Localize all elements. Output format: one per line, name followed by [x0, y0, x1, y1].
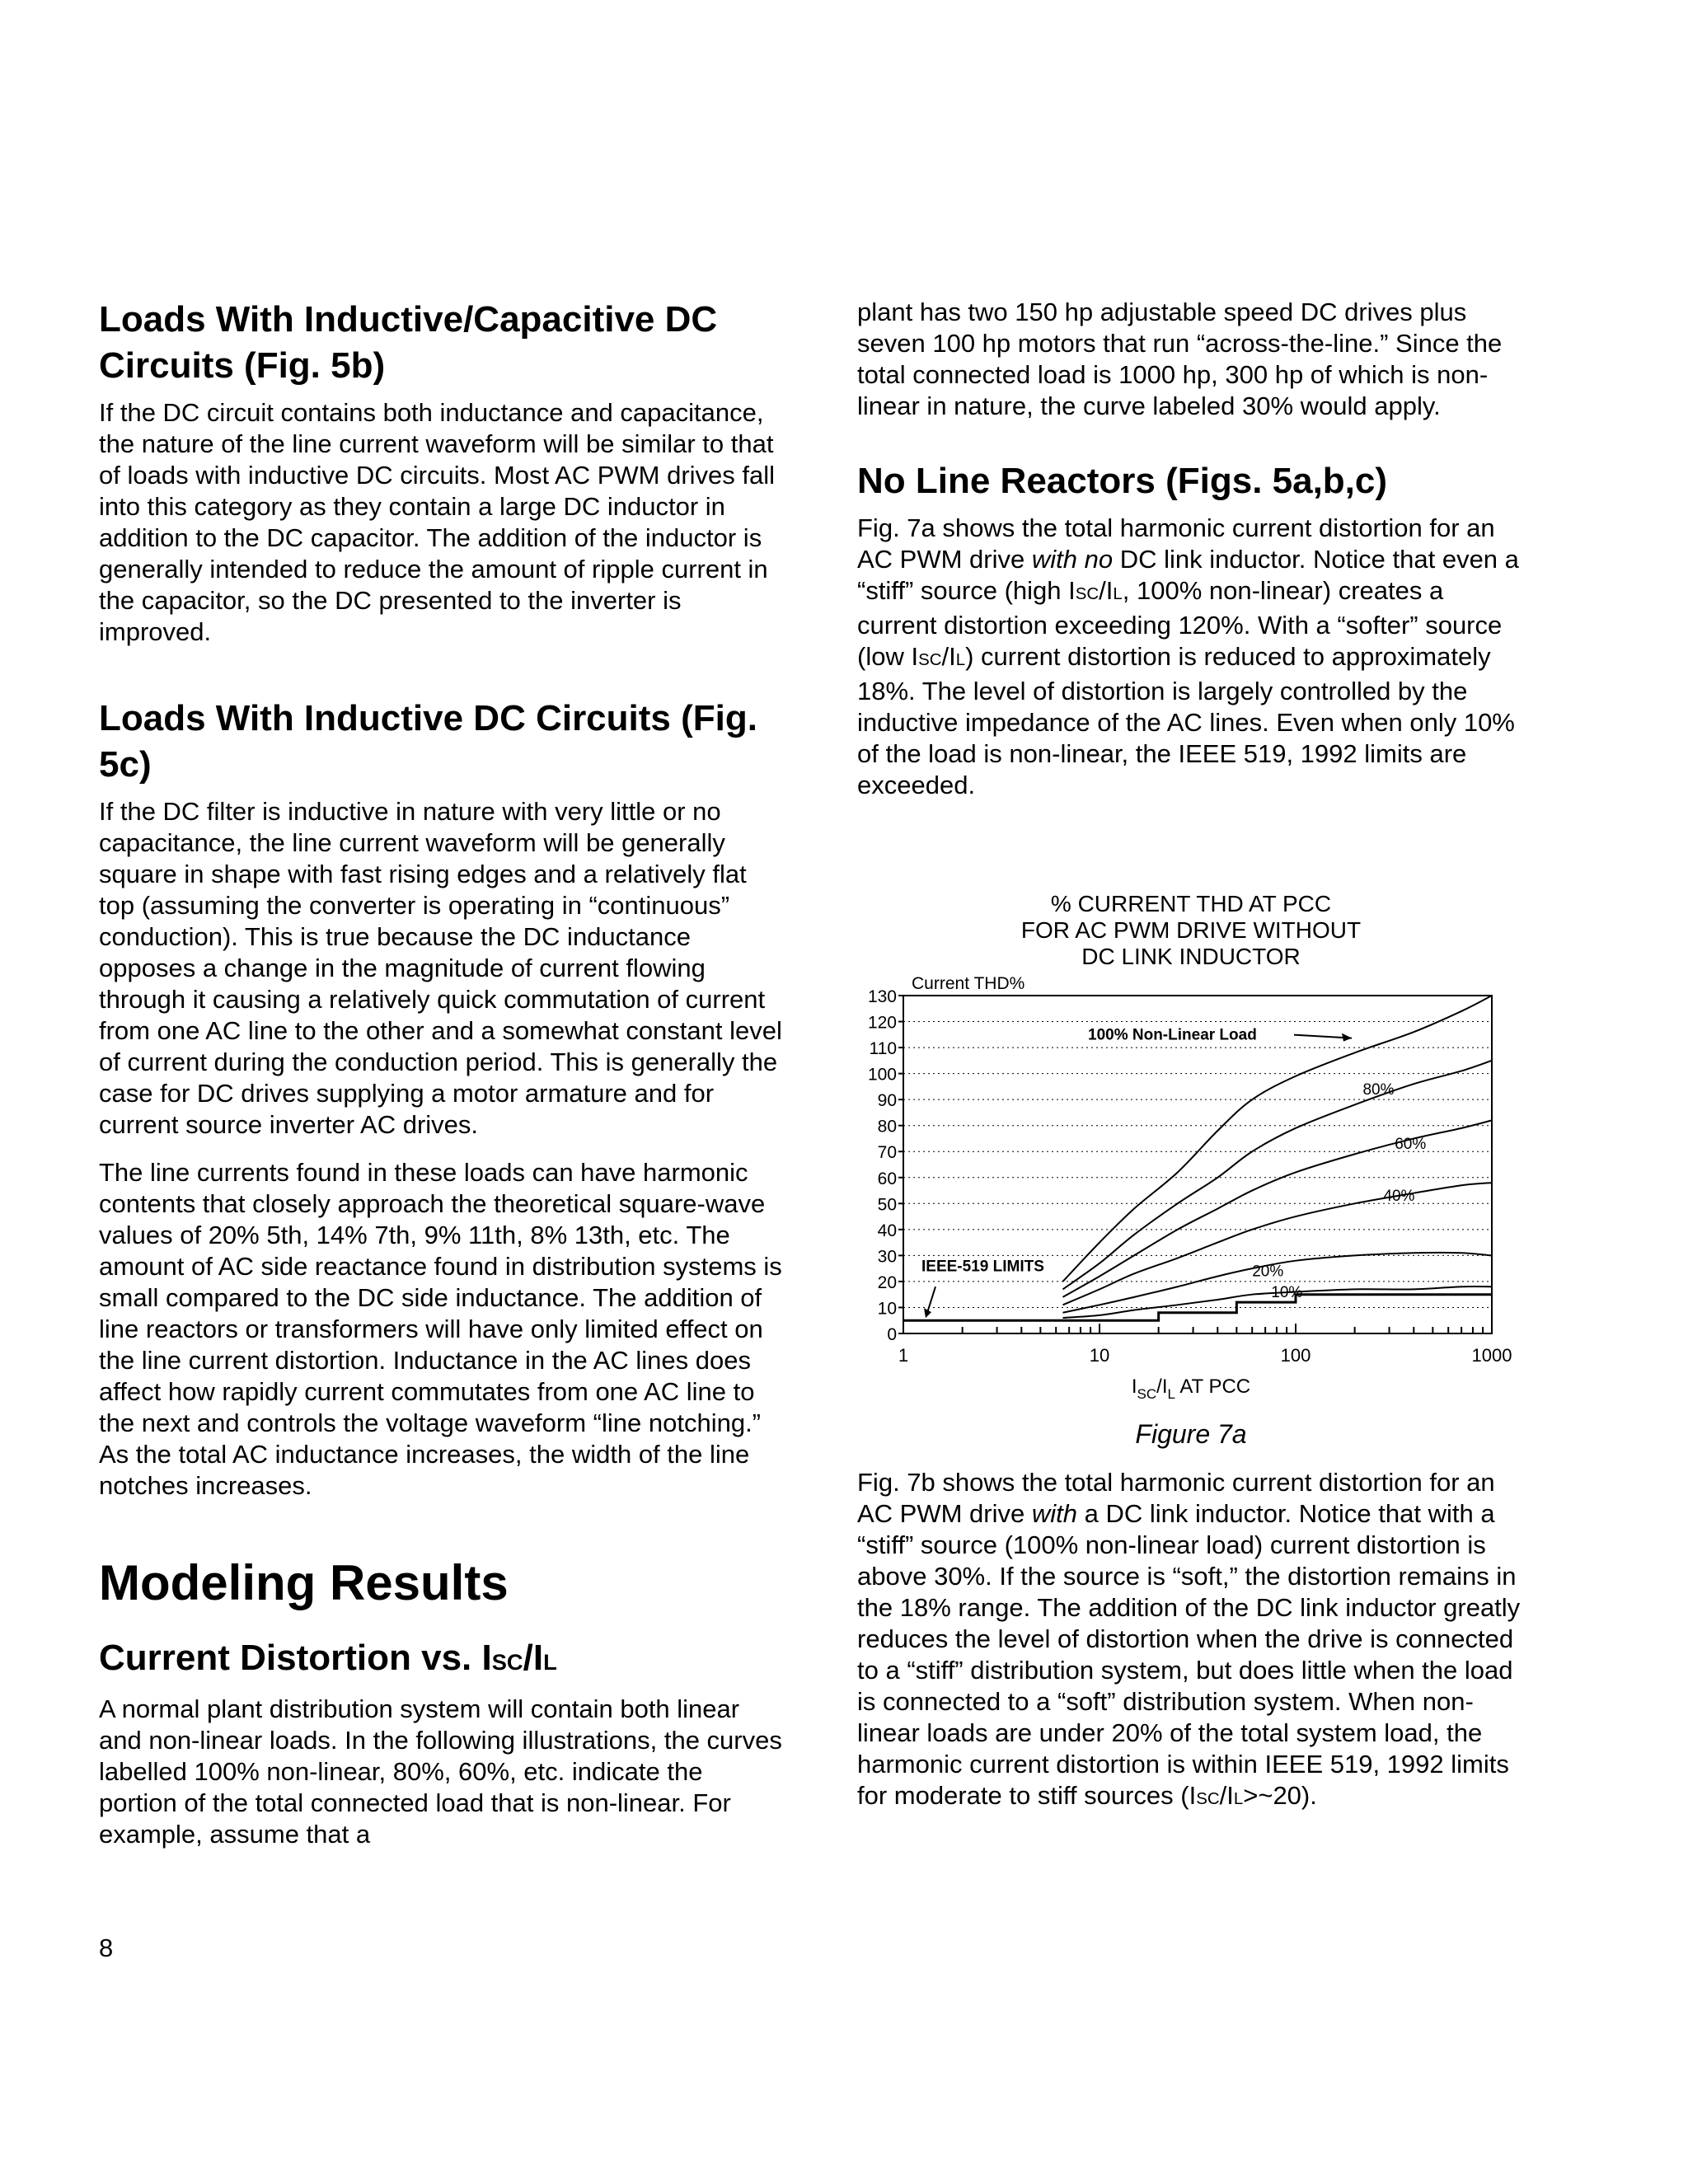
chart-title-line: FOR AC PWM DRIVE WITHOUT [1020, 917, 1362, 943]
curve-label: 80% [1362, 1080, 1395, 1099]
curve-label: 20% [1252, 1263, 1284, 1281]
x-tick-label: 100 [1280, 1345, 1311, 1366]
right-column [857, 297, 1529, 818]
y-tick-label: 30 [877, 1247, 897, 1267]
figure-caption: Figure 7a [1135, 1419, 1247, 1449]
x-tick-label: 10 [1089, 1345, 1110, 1366]
series-line-20- [1062, 1253, 1492, 1313]
section-heading-no-line-reactors: No Line Reactors (Figs. 5a,b,c) [857, 461, 1388, 501]
y-tick-label: 110 [869, 1039, 897, 1059]
y-tick-label: 70 [877, 1143, 897, 1163]
section-heading-modeling-results: Modeling Results [99, 1555, 509, 1610]
ieee-arrow-line [927, 1286, 935, 1313]
paragraph: A normal plant distribution system will contain both linear and non-linear loads. In the following illustrations, the curves labelled 100% non-linear, 80%, 60%, etc. indicate the portion of the total connected load that is non-linear. For example, assume that a [99, 1694, 782, 1849]
paragraph: If the DC circuit contains both inductance and capacitance, the nature of the line current waveform will be similar to that of loads with inductive DC circuits. Most AC PWM drives fall into this category as they contain a large DC inductor in addition to the DC capacitor. The addition of the inductor is generally intended to reduce the amount of ripple current in the capacitor, so the DC presented to the inverter is improved. [99, 398, 776, 646]
y-tick-label: 10 [877, 1299, 897, 1319]
paragraph: The line currents found in these loads can have harmonic contents that closely approach the theoretical square-wave values of 20% 5th, 14% 7th, 9% 11th, 8% 13th, etc. The amount of AC side reactance found in distribution systems is small compared to the DC side inductance. The addition of line reactors or transformers will have only limited effect on the line current distortion. Inductance in the AC lines does affect how rapidly current commutates from one AC line to the next and controls the voltage waveform “line notching.” As the total AC inductance increases, the width of the line notches increases. [99, 1158, 782, 1500]
section-heading-inductive-dc: Loads With Inductive DC Circuits (Fig. 5c) [99, 698, 757, 785]
y-tick-label: 20 [877, 1272, 897, 1292]
ieee-limits-label: IEEE-519 LIMITS [921, 1258, 1044, 1276]
paragraph: Fig. 7b shows the total harmonic current distortion for an AC PWM drive with a DC link inductor. Notice that with a “stiff” source (100% non-linear load) current distortion is above 30%. If the source is “soft,” the distortion remains in the 18% range. The addition of the DC link inductor greatly reduces the level of distortion when the drive is connected to a “stiff” distribution system, but does little when the load is connected to a “soft” distribution system. When non-linear loads are under 20% of the total system load, the harmonic current distortion is within IEEE 519, 1992 limits for moderate to stiff sources (ISC/IL>~20). [857, 1468, 1521, 1810]
y-tick-label: 0 [887, 1325, 897, 1344]
curve-label: 40% [1383, 1188, 1415, 1206]
y-axis-label: Current THD% [912, 974, 1025, 993]
section-heading-current-distortion: Current Distortion vs. ISC/IL [99, 1638, 557, 1678]
y-tick-label: 80 [877, 1117, 897, 1137]
series-line-80- [1062, 1061, 1492, 1290]
x-tick-label: 1 [898, 1345, 909, 1366]
y-tick-label: 100 [867, 1065, 897, 1085]
chart-title-line: % CURRENT THD AT PCC [1050, 891, 1332, 916]
y-tick-label: 40 [877, 1221, 897, 1240]
curve-label: 60% [1395, 1136, 1427, 1154]
paragraph: Fig. 7a shows the total harmonic current distortion for an AC PWM drive with no DC link inductor. Notice that even a “stiff” source (high ISC/IL, 100% non-linear) creates a current distortion exceeding 120%. With a “softer” source (low ISC/IL) current distortion is reduced to approximately 18%. The level of distortion is largely controlled by the inductive impedance of the AC lines. Even when only 10% of the load is non-linear, the IEEE 519, 1992 limits are exceeded. [857, 513, 1519, 799]
paragraph: plant has two 150 hp adjustable speed DC drives plus seven 100 hp motors that run “across-the-line.” Since the total connected load is 1000 hp, 300 hp of which is non-linear in nature, the curve labeled 30% would apply. [857, 298, 1503, 420]
y-tick-label: 50 [877, 1195, 897, 1215]
thd-chart-svg [857, 882, 1525, 1426]
page-number: 8 [99, 1933, 114, 1962]
y-tick-label: 130 [867, 987, 897, 1006]
figure-7a-chart [857, 882, 1525, 1426]
left-column [99, 297, 783, 1867]
y-tick-label: 60 [877, 1169, 897, 1188]
right-column-lower [857, 1467, 1529, 1831]
plot-frame [903, 996, 1492, 1333]
x-axis-label: $I_{SC}/I_L$ AT PCC [1131, 1376, 1251, 1402]
y-tick-label: 120 [867, 1013, 897, 1033]
paragraph: If the DC filter is inductive in nature with very little or no capacitance, the line current waveform will be generally square in shape with fast rising edges and a relatively flat top (assuming the converter is operating in “continuous” conduction). This is true because the DC inductance opposes a change in the magnitude of current flowing through it causing a relatively quick commutation of current from one AC line to the other and a somewhat constant level of current during the conduction period. This is generally the case for DC drives supplying a motor armature and for current source inverter AC drives. [99, 797, 782, 1139]
chart-title-line: DC LINK INDUCTOR [1081, 944, 1301, 969]
curve-label: 10% [1271, 1283, 1303, 1301]
y-tick-label: 90 [877, 1091, 897, 1111]
curve-label: 100% Non-Linear Load [1088, 1026, 1257, 1044]
section-heading-inductive-capacitive: Loads With Inductive/Capacitive DC Circuits (Fig. 5b) [99, 299, 718, 386]
x-tick-label: 1000 [1471, 1345, 1512, 1366]
